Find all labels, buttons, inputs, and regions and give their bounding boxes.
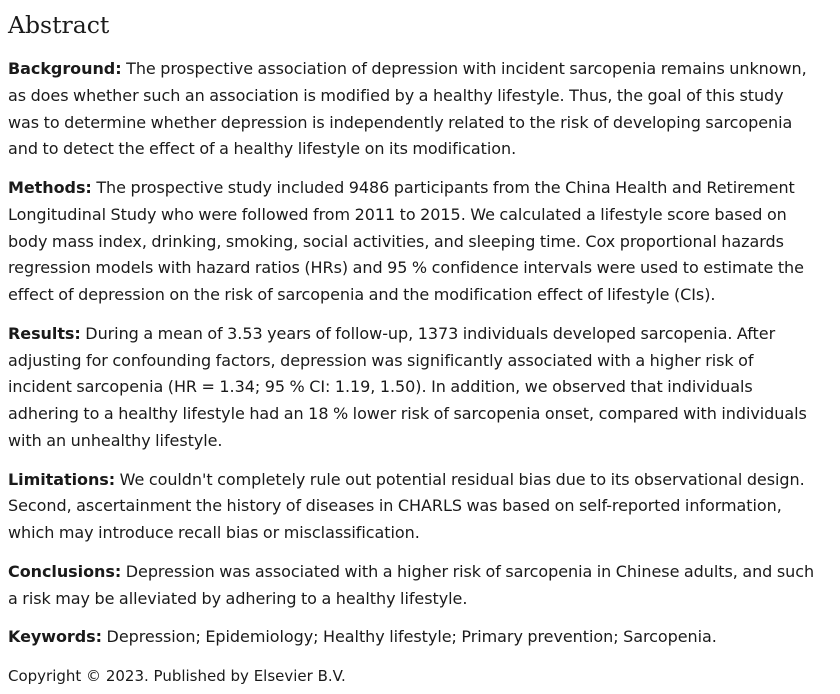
section-text: Depression; Epidemiology; Healthy lifestyle; Primary prevention; Sarcopenia.: [106, 627, 717, 647]
abstract-section-methods: [8, 175, 818, 309]
section-text: We couldn't completely rule out potential residual bias due to its observational design. Second, ascertainment the history of diseases in CHARLS was based on self-reported information, which may introduce recall bias or misclassification.: [8, 469, 805, 542]
copyright-notice: Copyright © 2023. Published by Elsevier B.V.: [8, 667, 346, 685]
abstract-heading: Abstract: [8, 11, 110, 39]
section-label: Keywords:: [8, 627, 102, 647]
section-text: The prospective study included 9486 participants from the China Health and Retirement Longitudinal Study who were followed from 2011 to 2015. We calculated a lifestyle score based on body mass index, drinking, smoking, social activities, and sleeping time. Cox proportional hazards regression models with hazard ratios (HRs) and 95 % confidence intervals were used to estimate the effect of depression on the risk of sarcopenia and the modification effect of lifestyle (CIs).: [8, 178, 804, 304]
section-label: Conclusions:: [8, 561, 122, 581]
section-text: The prospective association of depression with incident sarcopenia remains unknown, as does whether such an association is modified by a healthy lifestyle. Thus, the goal of this study was to determine whether depression is independently related to the risk of developing sarcopenia and to detect the effect of a healthy lifestyle on its modification.: [8, 59, 807, 159]
section-label: Results:: [8, 323, 81, 343]
abstract-section-background: [8, 56, 818, 163]
abstract-section-results: [8, 321, 818, 455]
section-label: Methods:: [8, 178, 92, 197]
abstract-section-limitations: [8, 467, 818, 547]
section-text: During a mean of 3.53 years of follow-up, 1373 individuals developed sarcopenia. After adjusting for confounding factors, depression was significantly associated with a higher risk of incident sarcopenia (HR = 1.34; 95 % CI: 1.19, 1.50). In addition, we observed that individuals adhering to a healthy lifestyle had an 18 % lower risk of sarcopenia onset, compared with individuals with an unhealthy lifestyle.: [8, 323, 807, 450]
abstract-section-conclusions: [8, 559, 818, 613]
section-label: Limitations:: [8, 469, 116, 489]
section-text: Depression was associated with a higher risk of sarcopenia in Chinese adults, and such a risk may be alleviated by adhering to a healthy lifestyle.: [8, 561, 815, 608]
section-label: Background:: [8, 59, 122, 78]
abstract-section-keywords: [8, 624, 818, 651]
abstract-container: [8, 8, 818, 689]
